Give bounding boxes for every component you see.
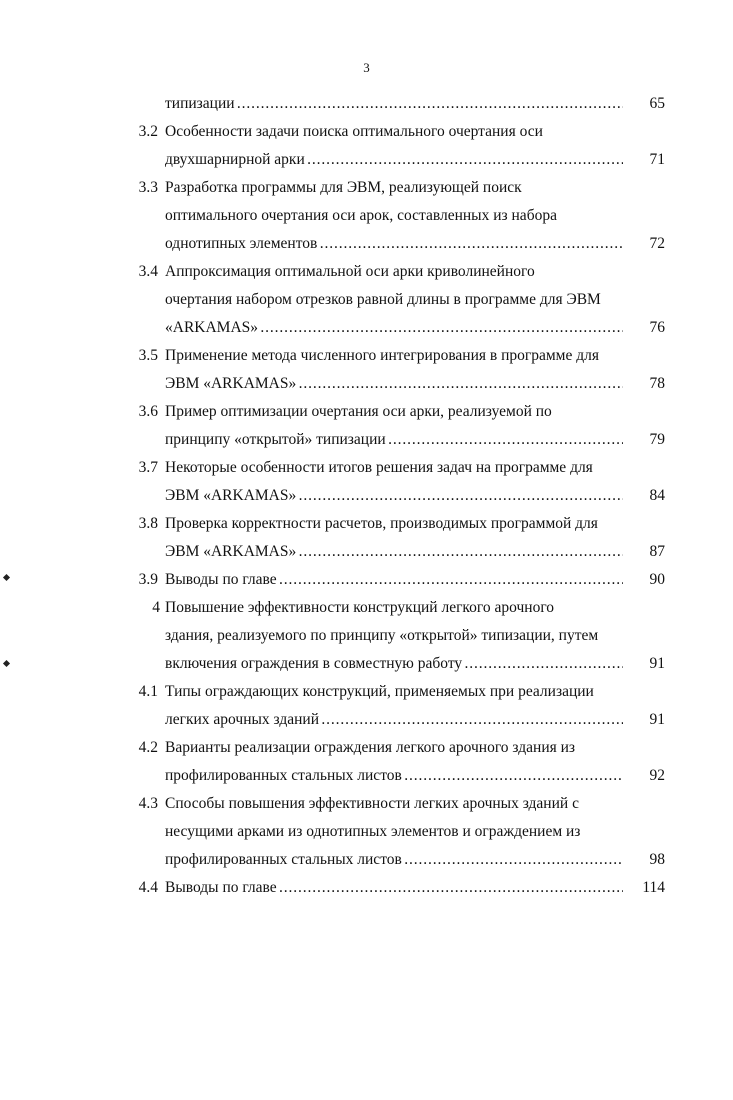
toc-page: 76 bbox=[649, 319, 665, 336]
toc-text: ЭВМ «ARKAMAS» . . . bbox=[165, 370, 623, 398]
toc-text: ЭВМ «ARKAMAS» . . . bbox=[165, 482, 623, 510]
toc-text: Способы повышения эффективности легких арочных зданий с bbox=[165, 795, 579, 812]
toc-text: двухшарнирной арки . . . bbox=[165, 146, 623, 174]
toc-entry bbox=[0, 594, 733, 678]
toc-text: оптимального очертания оси арок, составленных из набора bbox=[165, 207, 557, 224]
toc-number: 3.9 bbox=[138, 571, 158, 588]
toc-text: «ARKAMAS» . . . bbox=[165, 314, 623, 342]
toc-entry bbox=[0, 454, 733, 510]
toc-text: очертания набором отрезков равной длины в программе для ЭВМ bbox=[165, 291, 601, 308]
toc-entry bbox=[0, 510, 733, 566]
toc-text: Варианты реализации ограждения легкого арочного здания из bbox=[165, 739, 576, 756]
toc-number: 3.5 bbox=[138, 347, 158, 364]
toc-text: Выводы по главе . . . bbox=[165, 874, 623, 902]
toc-page: 65 bbox=[649, 95, 665, 112]
toc-number: 4.3 bbox=[138, 795, 158, 812]
toc-text: Разработка программы для ЭВМ, реализующей поиск bbox=[165, 179, 522, 196]
toc-page: 91 bbox=[649, 711, 665, 728]
toc-text: Выводы по главе . . . bbox=[165, 566, 623, 594]
toc-page: 90 bbox=[649, 571, 665, 588]
toc-entry bbox=[0, 90, 733, 118]
toc-page: 87 bbox=[649, 543, 665, 560]
toc-text: Повышение эффективности конструкций легкого арочного bbox=[165, 599, 555, 616]
table-of-contents bbox=[0, 90, 733, 902]
toc-number: 4.2 bbox=[138, 739, 158, 756]
toc-entry bbox=[0, 118, 733, 174]
toc-page: 91 bbox=[649, 655, 665, 672]
toc-number: 3.8 bbox=[138, 515, 158, 532]
toc-page: 114 bbox=[642, 879, 665, 896]
toc-text: Особенности задачи поиска оптимального очертания оси bbox=[165, 123, 543, 140]
toc-number: 3.7 bbox=[138, 459, 158, 476]
toc-entry bbox=[0, 398, 733, 454]
toc-text: Пример оптимизации очертания оси арки, реализуемой по bbox=[165, 403, 552, 420]
toc-text: профилированных стальных листов . . . bbox=[165, 846, 623, 874]
toc-number: 4.4 bbox=[138, 879, 158, 896]
toc-text: профилированных стальных листов . . . bbox=[165, 762, 623, 790]
toc-text: Применение метода численного интегрирования в программе для bbox=[165, 347, 599, 364]
toc-page: 78 bbox=[649, 375, 665, 392]
toc-page: 71 bbox=[649, 151, 665, 168]
toc-number: 3.2 bbox=[138, 123, 158, 140]
toc-text: Типы ограждающих конструкций, применяемых при реализации bbox=[165, 683, 594, 700]
toc-text: однотипных элементов . . . bbox=[165, 230, 623, 258]
toc-page: 79 bbox=[649, 431, 665, 448]
toc-number: 3.3 bbox=[138, 179, 158, 196]
toc-text: Проверка корректности расчетов, производимых программой для bbox=[165, 515, 598, 532]
toc-text: Некоторые особенности итогов решения задач на программе для bbox=[165, 459, 593, 476]
toc-page: 98 bbox=[649, 851, 665, 868]
toc-text: несущими арками из однотипных элементов и ограждением из bbox=[165, 823, 581, 840]
page-number: 3 bbox=[363, 60, 370, 75]
toc-text: ЭВМ «ARKAMAS» . . . bbox=[165, 538, 623, 566]
toc-number: 4.1 bbox=[138, 683, 158, 700]
toc-entry bbox=[0, 678, 733, 734]
toc-text: включения ограждения в совместную работу . . . bbox=[165, 650, 623, 678]
toc-entry bbox=[0, 258, 733, 342]
toc-entry bbox=[0, 174, 733, 258]
toc-entry bbox=[0, 342, 733, 398]
toc-page: 84 bbox=[649, 487, 665, 504]
toc-text: Аппроксимация оптимальной оси арки криволинейного bbox=[165, 263, 535, 280]
toc-entry bbox=[0, 734, 733, 790]
toc-number: 3.4 bbox=[138, 263, 158, 280]
toc-text: легких арочных зданий . . . bbox=[165, 706, 623, 734]
toc-entry bbox=[0, 566, 733, 594]
toc-number: 4 bbox=[152, 599, 160, 616]
toc-text: типизации . . . bbox=[165, 90, 623, 118]
toc-entry bbox=[0, 790, 733, 874]
toc-number: 3.6 bbox=[138, 403, 158, 420]
toc-text: принципу «открытой» типизации . . . bbox=[165, 426, 623, 454]
toc-entry bbox=[0, 874, 733, 902]
toc-page: 72 bbox=[649, 235, 665, 252]
toc-page: 92 bbox=[649, 767, 665, 784]
toc-text: здания, реализуемого по принципу «открытой» типизации, путем bbox=[165, 627, 599, 644]
